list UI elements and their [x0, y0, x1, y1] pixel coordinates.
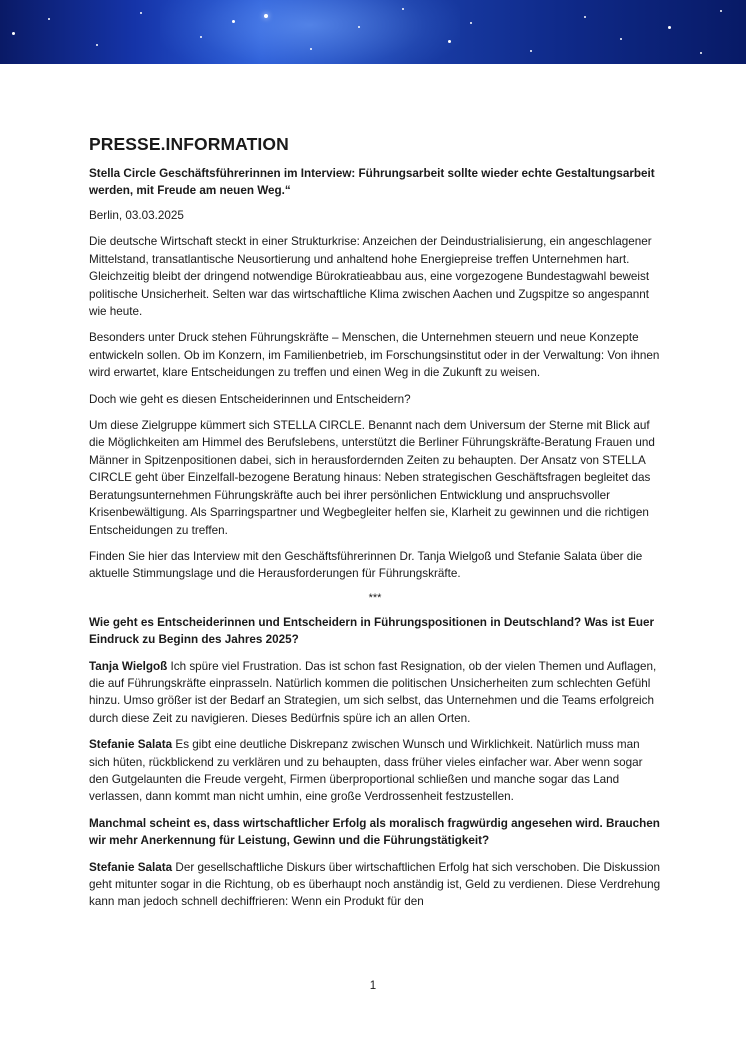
headline: Stella Circle Geschäftsführerinnen im Interview: Führungsarbeit sollte wieder echte Gestaltungsarbeit werden, mit Freude am neuen Weg.“ [89, 167, 655, 197]
star-icon [264, 14, 268, 18]
star-icon [620, 38, 622, 40]
star-icon [12, 32, 15, 35]
star-icon [448, 40, 451, 43]
interview-answer [89, 859, 661, 911]
star-icon [470, 22, 472, 24]
speaker-name: Stefanie Salata [89, 860, 173, 874]
section-separator: *** [368, 591, 382, 604]
answer-text: Es gibt eine deutliche Diskrepanz zwischen Wunsch und Wirklichkeit. Natürlich muss man sich hüten, rückblickend zu verklären und zu behaupten, dass früher vieles einfacher war. Aber wenn sogar den Gutgelaunten die Freude vergeht, Firmen überproportional schließen und manche sogar das Land verlassen, dann kommt man nicht umhin, eine große Verdrossenheit festzustellen. [89, 738, 643, 804]
answer-text: Der gesellschaftliche Diskurs über wirtschaftlichen Erfolg hat sich verschoben. Die Diskussion geht mitunter sogar in die Richtung, ob es überhaupt noch anständig ist, Geld zu verdienen. Diese Verdrehung kann man jedoch schnell dechiffrieren: Wenn ein Produkt für den [89, 860, 661, 909]
banner-glow [160, 0, 460, 64]
intro-paragraph: Besonders unter Druck stehen Führungskräfte – Menschen, die Unternehmen steuern und neue Konzepte entwickeln sollen. Ob im Konzern, im Familienbetrieb, im Forschungsinstitut oder in der Verwaltung: Von ihnen wird erwartet, klare Entscheidungen zu treffen und einen Weg in die Zukunft zu weisen. [89, 331, 660, 380]
intro-paragraph: Um diese Zielgruppe kümmert sich STELLA CIRCLE. Benannt nach dem Universum der Sterne mit Blick auf die Möglichkeiten am Himmel des Berufslebens, unterstützt die Berliner Führungskräfte-Beratung Frauen und Männer in Spitzenpositionen dabei, sich in herausfordernden Zeiten zu behaupten. Der Ansatz von STELLA CIRCLE geht über Einzelfall-bezogene Beratung hinaus: Neben strategischen Geschäftsfragen begleitet das Beratungsunternehmen Führungskräfte auch bei ihrer persönlichen Entwicklung und anspruchsvoller Krisenbewältigung. Als Sparringspartner und Wegbegleiter helfen sie, Klarheit zu gewinnen und die richtigen Entscheidungen zu treffen. [89, 419, 655, 537]
intro-paragraph: Die deutsche Wirtschaft steckt in einer Strukturkrise: Anzeichen der Deindustrialisierung, ein angeschlagener Mittelstand, transatlantische Neusortierung und anhaltend hohe Energiepreise treffen Unternehmen hart. Gleichzeitig bleibt der dringend notwendige Bürokratieabbau aus, eine vorgezogene Bundestagwahl beweist politische Unsicherheit. Selten war das wirtschaftliche Klima zwischen Aachen und Zugspitze so angespannt wie heute. [89, 235, 652, 319]
page-number: 1 [369, 980, 377, 992]
interview-question: Wie geht es Entscheiderinnen und Entscheidern in Führungspositionen in Deutschland? Was ist Euer Eindruck zu Beginn des Jahres 2025? [89, 615, 655, 647]
interview-question: Manchmal scheint es, dass wirtschaftlicher Erfolg als moralisch fragwürdig angesehen wird. Brauchen wir mehr Anerkennung für Leistung, Gewinn und die Führungstätigkeit? [89, 816, 660, 848]
star-icon [402, 8, 404, 10]
page-title: PRESSE.INFORMATION [89, 134, 289, 154]
star-icon [668, 26, 671, 29]
interview-answer [89, 658, 661, 728]
answer-text: Ich spüre viel Frustration. Das ist schon fast Resignation, ob der vielen Themen und Auflagen, die auf Führungskräfte einprasseln. Natürlich kommen die politischen Unsicherheiten zum schlechten Gefühl hinzu. Umso größer ist der Bedarf an Strategien, um sich selbst, das Unternehmen und die Teams erfolgreich durch diese Zeit zu navigieren. Dieses Bedürfnis spüre ich an allen Orten. [89, 659, 657, 725]
star-icon [358, 26, 360, 28]
star-icon [232, 20, 235, 23]
interview-answer [89, 736, 661, 806]
star-icon [720, 10, 722, 12]
press-release-body [89, 134, 661, 920]
speaker-name: Stefanie Salata [89, 738, 173, 752]
star-icon [530, 50, 532, 52]
star-icon [200, 36, 202, 38]
dateline: Berlin, 03.03.2025 [89, 209, 184, 222]
star-icon [140, 12, 142, 14]
intro-paragraph: Finden Sie hier das Interview mit den Geschäftsführerinnen Dr. Tanja Wielgoß und Stefanie Salata über die aktuelle Stimmungslage und die Herausforderungen für Führungskräfte. [89, 549, 643, 581]
star-icon [700, 52, 702, 54]
star-icon [96, 44, 98, 46]
intro-paragraph: Doch wie geht es diesen Entscheiderinnen und Entscheidern? [89, 392, 411, 406]
header-banner-starfield [0, 0, 746, 64]
star-icon [310, 48, 312, 50]
star-icon [584, 16, 586, 18]
speaker-name: Tanja Wielgoß [89, 659, 168, 673]
star-icon [48, 18, 50, 20]
